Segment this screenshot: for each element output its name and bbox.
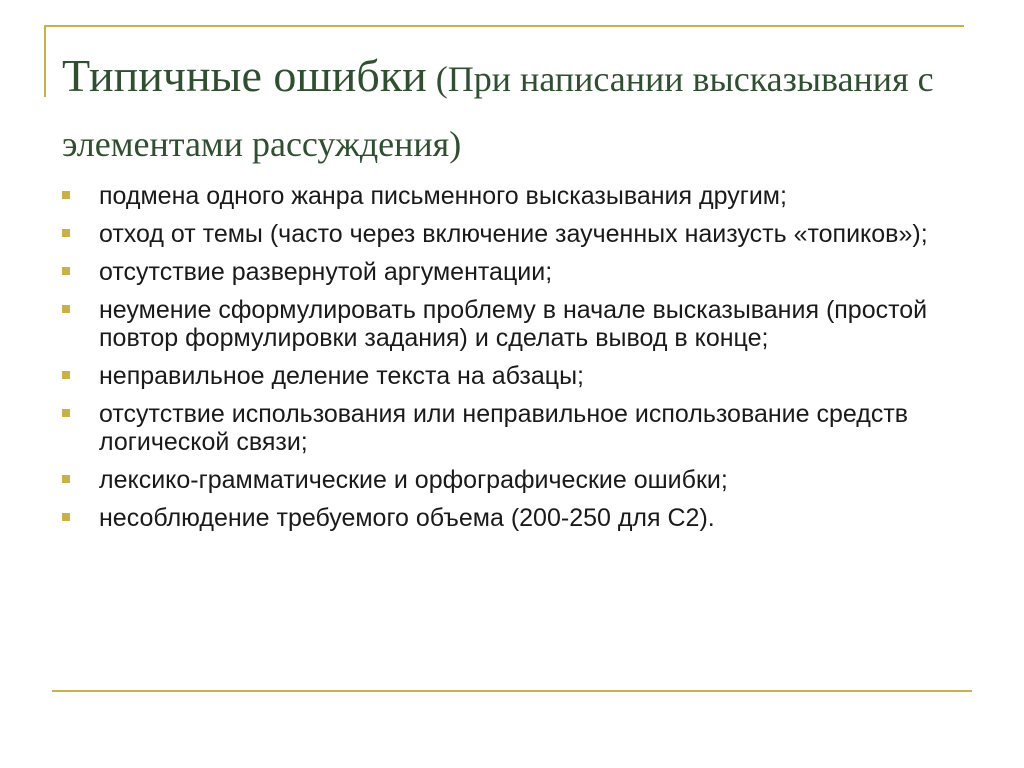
bullet-item <box>62 466 962 494</box>
bullet-item <box>62 296 962 352</box>
bullet-item <box>62 504 962 532</box>
slide-title-subtitle: (При написании высказывания с элементами рассуждения) <box>62 59 934 164</box>
square-bullet-icon <box>62 371 70 379</box>
bullet-text: отсутствие развернутой аргументации; <box>99 258 553 286</box>
bullet-text: лексико-грамматические и орфографические ошибки; <box>99 466 728 494</box>
bullet-item <box>62 400 962 456</box>
square-bullet-icon <box>62 267 70 275</box>
bullet-text: несоблюдение требуемого объема (200-250 для С2). <box>99 504 715 532</box>
square-bullet-icon <box>62 229 70 237</box>
top-rule-line <box>44 25 964 27</box>
square-bullet-icon <box>62 409 70 417</box>
square-bullet-icon <box>62 191 70 199</box>
bullet-item <box>62 182 962 210</box>
bullet-text: неправильное деление текста на абзацы; <box>99 362 584 390</box>
bullet-text: неумение сформулировать проблему в начале высказывания (простой повтор формулировки задания) и сделать вывод в конце; <box>99 296 928 352</box>
left-rule-line <box>44 25 46 97</box>
slide-title-main: Типичные ошибки <box>62 50 427 101</box>
bullet-item <box>62 258 962 286</box>
bullet-text: отсутствие использования или неправильное использование средств логической связи; <box>99 400 909 456</box>
bottom-rule-line <box>52 690 972 692</box>
square-bullet-icon <box>62 475 70 483</box>
slide-title <box>62 44 962 177</box>
square-bullet-icon <box>62 305 70 313</box>
bullet-text: подмена одного жанра письменного высказывания другим; <box>99 182 787 210</box>
bullet-list <box>62 182 962 542</box>
square-bullet-icon <box>62 513 70 521</box>
bullet-item <box>62 362 962 390</box>
bullet-item <box>62 220 962 248</box>
bullet-text: отход от темы (часто через включение заученных наизусть «топиков»); <box>99 220 928 248</box>
